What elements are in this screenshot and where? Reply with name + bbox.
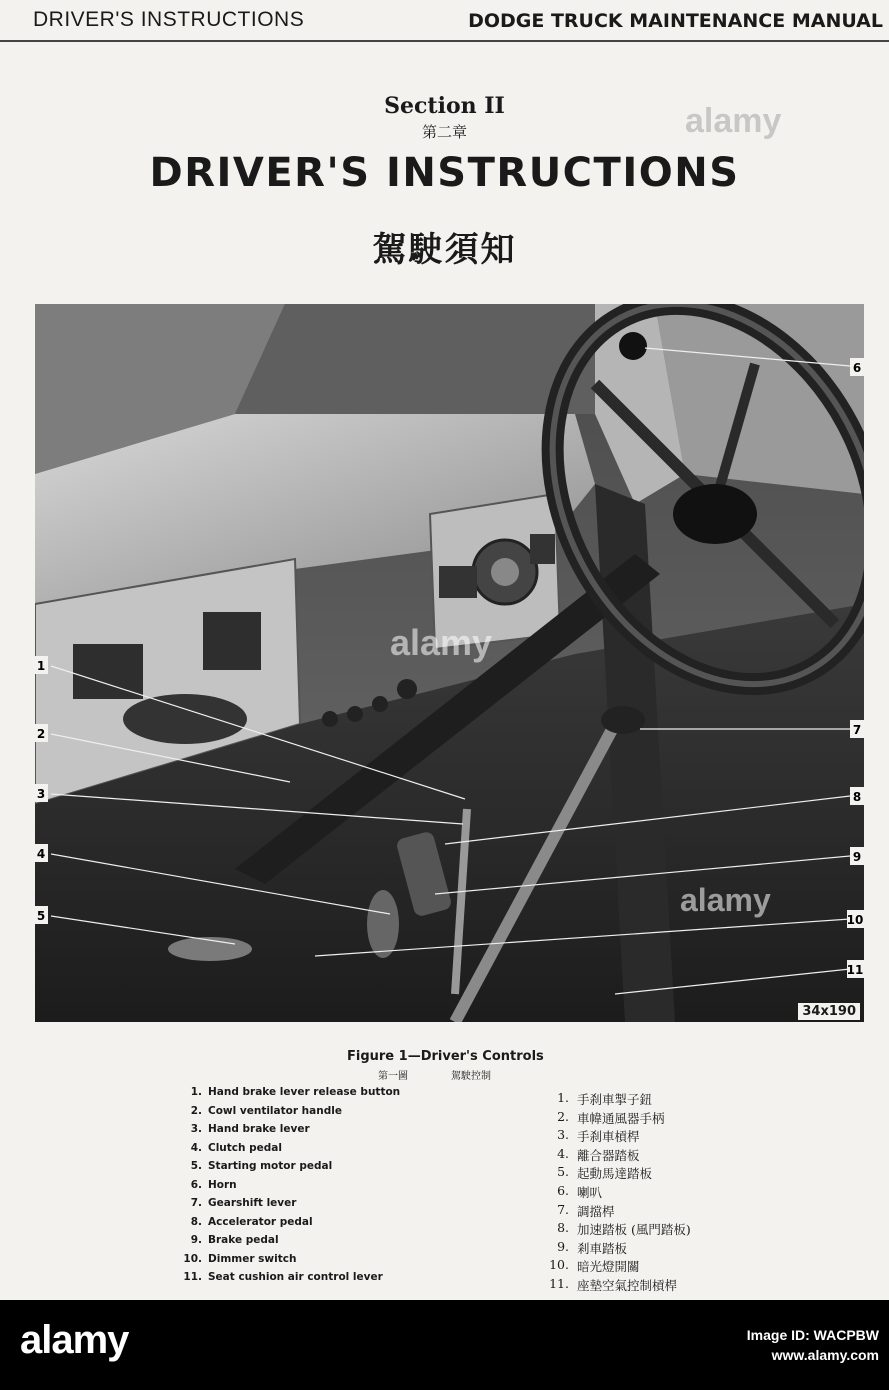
callout-2: 2: [36, 727, 46, 741]
dashboard-photo: [35, 304, 864, 1022]
callout-10: 10: [846, 913, 864, 927]
legend-item-zh: 2. 車幃通風器手柄: [557, 1108, 665, 1126]
legend-item: 9. Brake pedal: [190, 1234, 279, 1246]
callout-5: 5: [36, 909, 46, 923]
callout-7: 7: [852, 723, 862, 737]
legend-item-zh: 4. 離合器踏板: [557, 1145, 640, 1163]
legend-item: 5. Starting motor pedal: [190, 1160, 333, 1172]
legend-item-zh: 1. 手刹車掣子鈕: [557, 1090, 653, 1107]
running-header-right: DODGE TRUCK MAINTENANCE MANUAL: [468, 10, 883, 32]
legend-item: 7. Gearshift lever: [190, 1197, 297, 1209]
stock-logo: alamy: [20, 1318, 129, 1362]
legend-item-zh: 7. 調擋桿: [557, 1201, 615, 1219]
callout-1: 1: [36, 659, 46, 673]
figure-caption-zh-number: 第一圖: [378, 1071, 408, 1082]
image-id-text: Image ID: WACPBW: [746, 1327, 879, 1343]
callout-6: 6: [852, 361, 862, 375]
legend-item-zh: 5. 起動馬達踏板: [557, 1164, 653, 1182]
legend-item: 2. Cowl ventilator handle: [190, 1104, 342, 1117]
figure-caption: Figure 1—Driver's Controls: [347, 1049, 544, 1064]
legend-item: 4. Clutch pedal: [190, 1141, 282, 1154]
legend-chinese: [537, 1090, 837, 1295]
legend-item-zh: 3. 手刹車槓桿: [557, 1127, 640, 1145]
legend-item-zh: 10. 暗光燈開關: [549, 1257, 640, 1275]
callout-4: 4: [36, 847, 46, 861]
legend-item-zh: 6. 喇叭: [557, 1182, 603, 1200]
legend-item: 6. Horn: [190, 1178, 237, 1191]
callout-8: 8: [852, 790, 862, 804]
stock-image-id: [747, 1325, 879, 1365]
legend-item: 3. Hand brake lever: [190, 1123, 310, 1135]
legend-item-zh: 8. 加速踏板 (風門踏板): [557, 1220, 691, 1238]
watermark-center: alamy: [390, 622, 493, 663]
legend-english: [170, 1086, 470, 1290]
running-header-left: DRIVER'S INSTRUCTIONS: [33, 8, 305, 31]
legend-item-zh: 9. 剎車踏板: [557, 1238, 628, 1256]
callout-11: 11: [846, 963, 864, 977]
callout-3: 3: [36, 787, 46, 801]
legend-item-zh: 11. 座墊空氣控制槓桿: [549, 1275, 678, 1293]
watermark-top: alamy: [685, 102, 782, 140]
figure-id: 34x190: [798, 1003, 860, 1020]
section-label-zh: 第二章: [421, 123, 467, 141]
page-title-zh: 駕駛須知: [372, 230, 517, 270]
page-title: DRIVER'S INSTRUCTIONS: [149, 150, 740, 196]
legend-item: 8. Accelerator pedal: [190, 1215, 313, 1228]
section-label: Section II: [384, 93, 505, 119]
header-rule: [0, 40, 889, 42]
site-url: www.alamy.com: [771, 1347, 879, 1363]
legend-item: 11. Seat cushion air control lever: [183, 1271, 383, 1283]
figure-caption-zh-title: 駕駛控制: [451, 1071, 491, 1082]
legend-item: 10. Dimmer switch: [183, 1252, 297, 1265]
legend-item: 1. Hand brake lever release button: [190, 1086, 401, 1098]
callout-9: 9: [852, 850, 862, 864]
watermark-lower: alamy: [680, 882, 771, 918]
